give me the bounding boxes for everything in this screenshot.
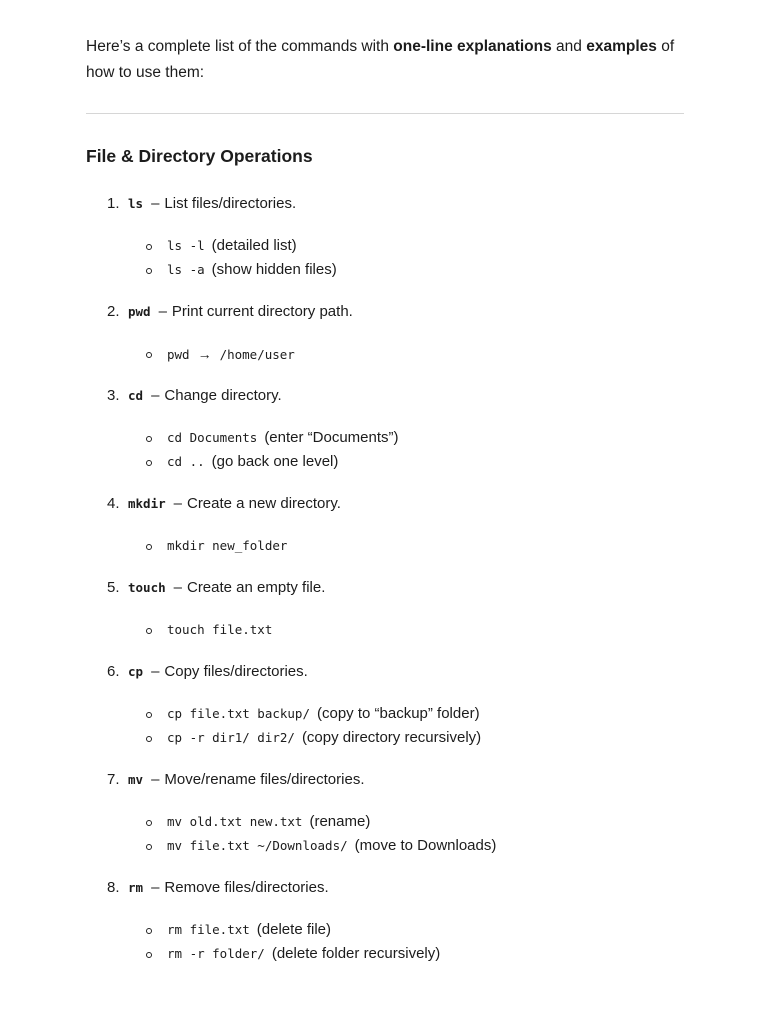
command-description: Copy files/directories. — [164, 663, 308, 680]
command-heading — [86, 192, 684, 216]
circle-bullet-icon — [146, 244, 152, 250]
example-note: (copy to “backup” folder) — [317, 705, 480, 722]
example-code: touch file.txt — [167, 622, 273, 637]
dash-separator: – — [151, 771, 160, 788]
circle-bullet-icon — [146, 928, 152, 934]
command-item — [86, 192, 684, 282]
circle-bullet-icon — [146, 820, 152, 826]
right-arrow-icon: → — [197, 346, 212, 362]
example-item — [86, 726, 684, 750]
example-code: cp -r dir1/ dir2/ — [167, 730, 295, 745]
example-list — [86, 810, 684, 858]
example-item — [86, 834, 684, 858]
circle-bullet-icon — [146, 352, 152, 358]
circle-bullet-icon — [146, 736, 152, 742]
example-item — [86, 534, 684, 558]
example-code: mkdir new_folder — [167, 538, 288, 553]
command-name: ls — [128, 196, 144, 211]
dash-separator: – — [151, 663, 160, 680]
command-heading — [86, 876, 684, 900]
command-number: 2. — [107, 303, 120, 320]
intro-text-after: of how to use them: — [86, 38, 675, 81]
example-code: ls -l — [167, 238, 205, 253]
command-description: Print current directory path. — [171, 303, 353, 320]
intro-text-mid: and — [551, 38, 587, 55]
example-item — [86, 234, 684, 258]
command-description: Create an empty file. — [186, 579, 326, 596]
command-description: Move/rename files/directories. — [164, 771, 365, 788]
example-item — [86, 342, 684, 366]
example-code: cd Documents — [167, 430, 258, 445]
dash-separator: – — [151, 195, 160, 212]
example-code: rm file.txt — [167, 922, 250, 937]
command-heading — [86, 492, 684, 516]
example-result: /home/user — [219, 347, 295, 362]
example-list — [86, 618, 684, 642]
command-number: 6. — [107, 663, 120, 680]
example-code: rm -r folder/ — [167, 946, 265, 961]
command-name: touch — [128, 580, 166, 595]
command-item — [86, 300, 684, 366]
command-heading — [86, 576, 684, 600]
command-name: mkdir — [128, 496, 166, 511]
example-code: mv old.txt new.txt — [167, 814, 303, 829]
command-heading — [86, 384, 684, 408]
command-description: Create a new directory. — [186, 495, 341, 512]
example-list — [86, 342, 684, 366]
example-note: (rename) — [309, 813, 371, 830]
example-list — [86, 234, 684, 282]
intro-text-before: Here’s a complete list of the commands with — [86, 38, 394, 55]
circle-bullet-icon — [146, 436, 152, 442]
example-note: (delete file) — [256, 921, 331, 938]
circle-bullet-icon — [146, 628, 152, 634]
command-number: 1. — [107, 195, 120, 212]
example-note: (copy directory recursively) — [301, 729, 482, 746]
command-name: mv — [128, 772, 144, 787]
command-description: List files/directories. — [164, 195, 297, 212]
example-list — [86, 534, 684, 558]
example-note: (move to Downloads) — [354, 837, 497, 854]
example-code: pwd — [167, 347, 190, 362]
command-item — [86, 660, 684, 750]
example-code: mv file.txt ~/Downloads/ — [167, 838, 348, 853]
command-name: cp — [128, 664, 144, 679]
circle-bullet-icon — [146, 712, 152, 718]
example-item — [86, 450, 684, 474]
dash-separator: – — [151, 879, 160, 896]
command-item — [86, 576, 684, 642]
intro-paragraph — [86, 0, 684, 86]
circle-bullet-icon — [146, 544, 152, 550]
example-note: (enter “Documents”) — [264, 429, 399, 446]
command-number: 3. — [107, 387, 120, 404]
command-item — [86, 492, 684, 558]
example-code: cd .. — [167, 454, 205, 469]
command-name: pwd — [128, 304, 151, 319]
command-name: rm — [128, 880, 144, 895]
example-item — [86, 810, 684, 834]
circle-bullet-icon — [146, 460, 152, 466]
example-list — [86, 702, 684, 750]
example-list — [86, 426, 684, 474]
example-item — [86, 918, 684, 942]
example-code: ls -a — [167, 262, 205, 277]
command-description: Change directory. — [164, 387, 282, 404]
command-number: 7. — [107, 771, 120, 788]
circle-bullet-icon — [146, 268, 152, 274]
dash-separator: – — [151, 387, 160, 404]
intro-bold-explanations: one-line explanations — [393, 38, 552, 55]
command-list — [86, 192, 684, 966]
example-list — [86, 918, 684, 966]
example-note: (show hidden files) — [211, 261, 337, 278]
example-item — [86, 426, 684, 450]
dash-separator: – — [173, 579, 182, 596]
command-heading — [86, 300, 684, 324]
intro-bold-examples: examples — [586, 38, 657, 55]
command-number: 8. — [107, 879, 120, 896]
command-heading — [86, 660, 684, 684]
example-note: (detailed list) — [211, 237, 297, 254]
command-number: 4. — [107, 495, 120, 512]
example-note: (delete folder recursively) — [271, 945, 441, 962]
example-item — [86, 942, 684, 966]
command-name: cd — [128, 388, 144, 403]
example-item — [86, 702, 684, 726]
command-heading — [86, 768, 684, 792]
circle-bullet-icon — [146, 952, 152, 958]
example-note: (go back one level) — [211, 453, 339, 470]
dash-separator: – — [158, 303, 167, 320]
command-description: Remove files/directories. — [164, 879, 329, 896]
command-item — [86, 384, 684, 474]
dash-separator: – — [173, 495, 182, 512]
circle-bullet-icon — [146, 844, 152, 850]
command-item — [86, 876, 684, 966]
horizontal-divider — [86, 113, 684, 114]
example-item — [86, 258, 684, 282]
section-title: File & Directory Operations — [86, 146, 313, 166]
command-number: 5. — [107, 579, 120, 596]
example-code: cp file.txt backup/ — [167, 706, 310, 721]
command-item — [86, 768, 684, 858]
example-item — [86, 618, 684, 642]
